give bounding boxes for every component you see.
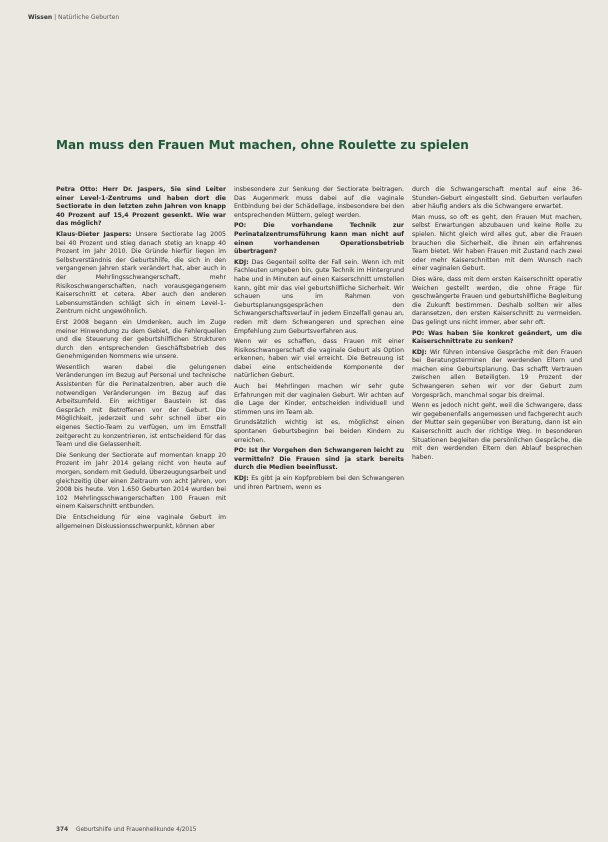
page-footer — [56, 827, 197, 833]
text-column-2 — [234, 186, 404, 533]
paragraph — [412, 186, 582, 212]
paragraph — [234, 259, 404, 336]
paragraph-text: Wenn es jedoch nicht geht, weil die Schwangere, dass wir gegebenenfalls angemessen und fachgerecht auch der Mutter sein gegenüber von Beratung, dann ist ein Kaiserschnitt auch der richtige Weg. In besonderen Situationen begleiten die persönlichen Gespräche, die mit den werdenden Eltern den Ablauf besprechen haben. — [412, 402, 582, 461]
paragraph-text: Unsere Sectiorate lag 2005 bei 40 Prozent und stieg danach stetig an knapp 40 Prozent im Jahr 2010. Die Gründe hierfür liegen im Selbstverständnis der Geburtshilfe, die sich in den vergangenen Jahren stark verändert hat, aber auch in der Mehrlingsschwangerschaft, mehr Risikoschwangerschaften, nach vorausgegangenem Kaiserschnitt et cetera. Aber auch den anderen Lebensumständen schlägt sich in einem Level-1-Zentrum nicht ungewöhnlich. — [56, 230, 226, 316]
paragraph — [412, 214, 582, 274]
running-head — [28, 14, 119, 21]
paragraph — [234, 475, 404, 492]
paragraph-text: Wir führen intensive Gespräche mit den Frauen bei Beratungsterminen der werdenden Eltern und machen eine Geburtsplanung. Das schafft Vertrauen zwischen allen Beteiligten. 19 Prozent der Schwangeren sehen wir vor der Geburt zum Vorgespräch, manchmal sogar bis dreimal. — [412, 348, 582, 399]
speaker-label: PO: — [412, 329, 429, 337]
paragraph — [412, 402, 582, 462]
paragraph-text: Wesentlich waren dabei die gelungenen Veränderungen im Bezug auf Personal und technische Assistenten für die Perinatalzentren, aber auch die notwendigen Veränderungen im Bezug auf das Arbeitsumfeld. Ein wichtiger Baustein ist das Gespräch mit Betroffenen vor der Geburt. Die Möglichkeit, jederzeit und sehr schnell über ein eigenes Sectio-Team zu verfügen, um im Ernstfall zeitgerecht zu konzentrieren, ist entscheidend für das Team und die Gelassenheit. — [56, 363, 226, 449]
paragraph — [412, 276, 582, 328]
paragraph — [234, 383, 404, 417]
paragraph — [56, 231, 226, 317]
section-separator: | — [54, 14, 59, 21]
speaker-label: Petra Otto: — [56, 186, 103, 193]
paragraph-text: Das Gegenteil sollte der Fall sein. Wenn ich mit Fachleuten umgeben bin, gute Technik im Hintergrund habe und in Minuten auf einen Kaiserschnitt umstellen kann, gibt mir das viel geburtshilfliche Sicherheit. Wir schauen uns im Rahmen von Geburtsplanungsgesprächen den Schwangerschaftsverlauf in jedem Einzelfall genau an, reden mit dem Schwangeren und sprechen eine Empfehlung zum Geburtsverfahren aus. — [234, 258, 404, 335]
paragraph-text: Die vorhandene Technik zur Perinatalzentrumsführung kann man nicht auf einen vorhandenen Operationsbetrieb übertragen? — [234, 222, 404, 256]
paragraph-text: insbesondere zur Senkung der Sectiorate beitragen. Das Augenmerk muss dabei auf die vaginale Entbindung bei der Schädellage, insbesondere bei den entsprechenden Müttern, gelegt werden. — [234, 186, 404, 219]
paragraph-text: Ist Ihr Vorgehen den Schwangeren leicht zu vermitteln? Die Frauen sind ja stark bereits durch die Medien beeinflusst. — [234, 447, 404, 472]
paragraph-text: Wenn wir es schaffen, dass Frauen mit einer Risikoschwangerschaft die vaginale Geburt als Option erkennen, haben wir viel erreicht. Die Betreuung ist dabei eine entscheidende Komponente der natürlichen Geburt. — [234, 338, 404, 380]
speaker-label: KDJ: — [234, 258, 252, 266]
journal-name: Geburtshilfe und Frauenheilkunde 4/2015 — [75, 827, 197, 833]
topic-label: Natürliche Geburten — [58, 14, 120, 21]
paragraph — [56, 364, 226, 450]
paragraph-text: Grundsätzlich wichtig ist es, möglichst einen spontanen Geburtsbeginn bei beiden Kindern zu erreichen. — [234, 419, 404, 444]
text-column-1 — [56, 186, 226, 533]
paragraph-text: Die Senkung der Sectiorate auf momentan knapp 20 Prozent im Jahr 2014 gelang nicht von heute auf morgen, sondern mit Geduld, Überzeugungsarbeit und gleichzeitig über einen Zeitraum von acht Jahren, von 2008 bis heute. Von 1.650 Geburten 2014 wurden bei 102 Mehrlingsschwangerschaften 100 Frauen mit einem Kaiserschnitt entbunden. — [56, 451, 226, 511]
paragraph-text: Es gibt ja ein Kopfproblem bei den Schwangeren und ihren Partnern, wenn es — [234, 475, 404, 491]
page-number: 374 — [56, 827, 69, 833]
speaker-label: Klaus-Dieter Jaspers: — [56, 230, 136, 238]
paragraph — [56, 514, 226, 531]
paragraph — [234, 186, 404, 220]
paragraph — [56, 186, 226, 229]
paragraph — [412, 330, 582, 347]
paragraph-text: Auch bei Mehrlingen machen wir sehr gute Erfahrungen mit der vaginalen Geburt. Wir achten auf die Lage der Kinder, entscheiden individuell und stimmen uns im Team ab. — [234, 383, 404, 416]
paragraph — [234, 419, 404, 445]
speaker-label: PO: — [234, 222, 264, 230]
text-column-3 — [412, 186, 582, 533]
paragraph — [56, 452, 226, 512]
paragraph-text: Herr Dr. Jaspers, Sie sind Leiter einer Level-1-Zentrums und haben dort die Sectiorate in den letzten zehn Jahren von knapp 40 Prozent auf 15,4 Prozent gesenkt. Wie war das möglich? — [56, 186, 226, 228]
paragraph — [56, 319, 226, 362]
paragraph — [234, 222, 404, 256]
section-label: Wissen — [28, 14, 53, 21]
speaker-label: PO: — [234, 447, 249, 455]
article-body — [56, 186, 584, 533]
speaker-label: KDJ: — [412, 348, 430, 356]
paragraph — [234, 338, 404, 381]
paragraph — [412, 349, 582, 401]
paragraph — [234, 447, 404, 473]
article-headline: Man muss den Frauen Mut machen, ohne Roulette zu spielen — [56, 138, 469, 152]
paragraph-text: Man muss, so oft es geht, den Frauen Mut machen, selbst Erwartungen abzubauen und keine Rolle zu spielen. Nicht gleich wird alles gut, aber die Frauen brauchen die Sicherheit, die ihnen ein erfahrenes Team bietet. Wir haben Frauen mit Zustand nach zwei oder mehr Kaiserschnitten mit dem Wunsch nach einer vaginalen Geburt. — [412, 213, 582, 273]
speaker-label: KDJ: — [234, 475, 252, 482]
paragraph-text: Was haben Sie konkret geändert, um die Kaiserschnittrate zu senken? — [412, 329, 582, 346]
paragraph-text: durch die Schwangerschaft mental auf eine 36-Stunden-Geburt eingestellt sind. Geburten verlaufen aber häufig anders als die Schwangere erwartet. — [412, 186, 582, 211]
paragraph-text: Erst 2008 begann ein Umdenken, auch im Zuge meiner Hinwendung zu dem Gebiet, die Fehlerquellen und die Steuerung der geburtshilflichen Strukturen durch den entsprechenden Geschäftsbetrieb des Genehmigenden Nommens wie unsere. — [56, 318, 226, 361]
paragraph-text: Dies wäre, dass mit dem ersten Kaiserschnitt operativ Weichen gestellt werden, die ohne Frage für geschwängerte Frauen und geburtshilfliche Begleitung die Zukunft bestimmen. Deshalb sollten wir alles daransetzen, den ersten Kaiserschnitt zu vermeiden. Das gelingt uns nicht immer, aber sehr oft. — [412, 275, 582, 326]
paragraph-text: Die Entscheidung für eine vaginale Geburt im allgemeinen Diskussionsschwerpunkt, können aber — [56, 513, 226, 530]
